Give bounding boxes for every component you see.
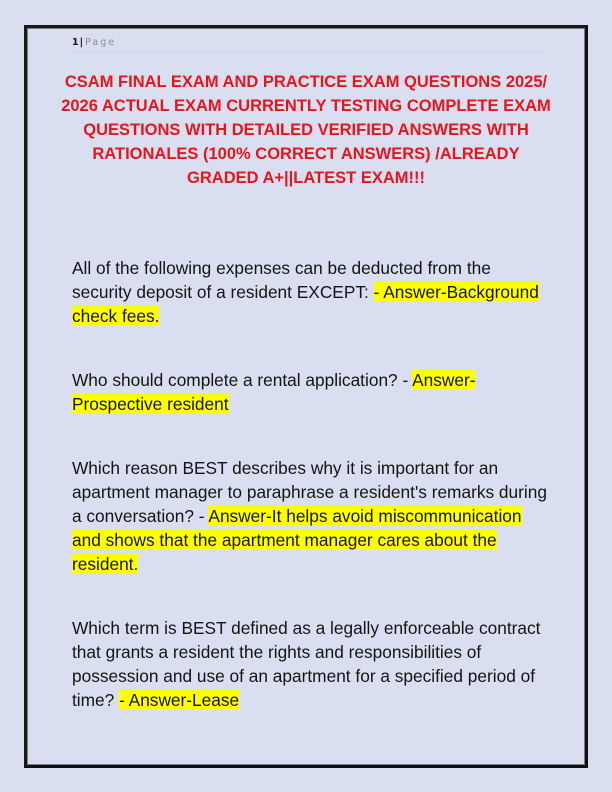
question-text: Which reason BEST describes why it is important for an apartment manager to paraphrase a resident's remarks during a conversation? - (72, 458, 547, 526)
page-header (72, 36, 544, 52)
question-text: Which term is BEST defined as a legally enforceable contract that grants a resident the rights and responsibilities of possession and use of an apartment for a specified period of time? (72, 618, 541, 710)
qa-item-2 (72, 368, 547, 416)
answer-highlight: Answer-Prospective resident (72, 370, 476, 414)
document-title: CSAM FINAL EXAM AND PRACTICE EXAM QUESTIONS 2025/ 2026 ACTUAL EXAM CURRENTLY TESTING COMPLETE EXAM QUESTIONS WITH DETAILED VERIFIED ANSWERS WITH RATIONALES (100% CORRECT ANSWERS) /ALREADY GRADED A+||LATEST EXAM!!! (61, 73, 551, 187)
qa-item-3 (72, 456, 547, 576)
page-label: Page (85, 37, 117, 48)
question-text: All of the following expenses can be deducted from the security deposit of a resident EXCEPT: (72, 258, 491, 302)
qa-item-1 (72, 256, 547, 328)
question-text: Who should complete a rental application? - (72, 370, 413, 390)
page-separator: | (79, 37, 84, 48)
answer-highlight: Answer-It helps avoid miscommunication and shows that the apartment manager cares about the resident. (72, 506, 522, 574)
qa-item-4 (72, 616, 547, 712)
answer-highlight: - Answer-Background check fees. (72, 282, 539, 326)
answer-highlight: - Answer-Lease (119, 690, 240, 710)
page-number: 1 (72, 37, 79, 48)
